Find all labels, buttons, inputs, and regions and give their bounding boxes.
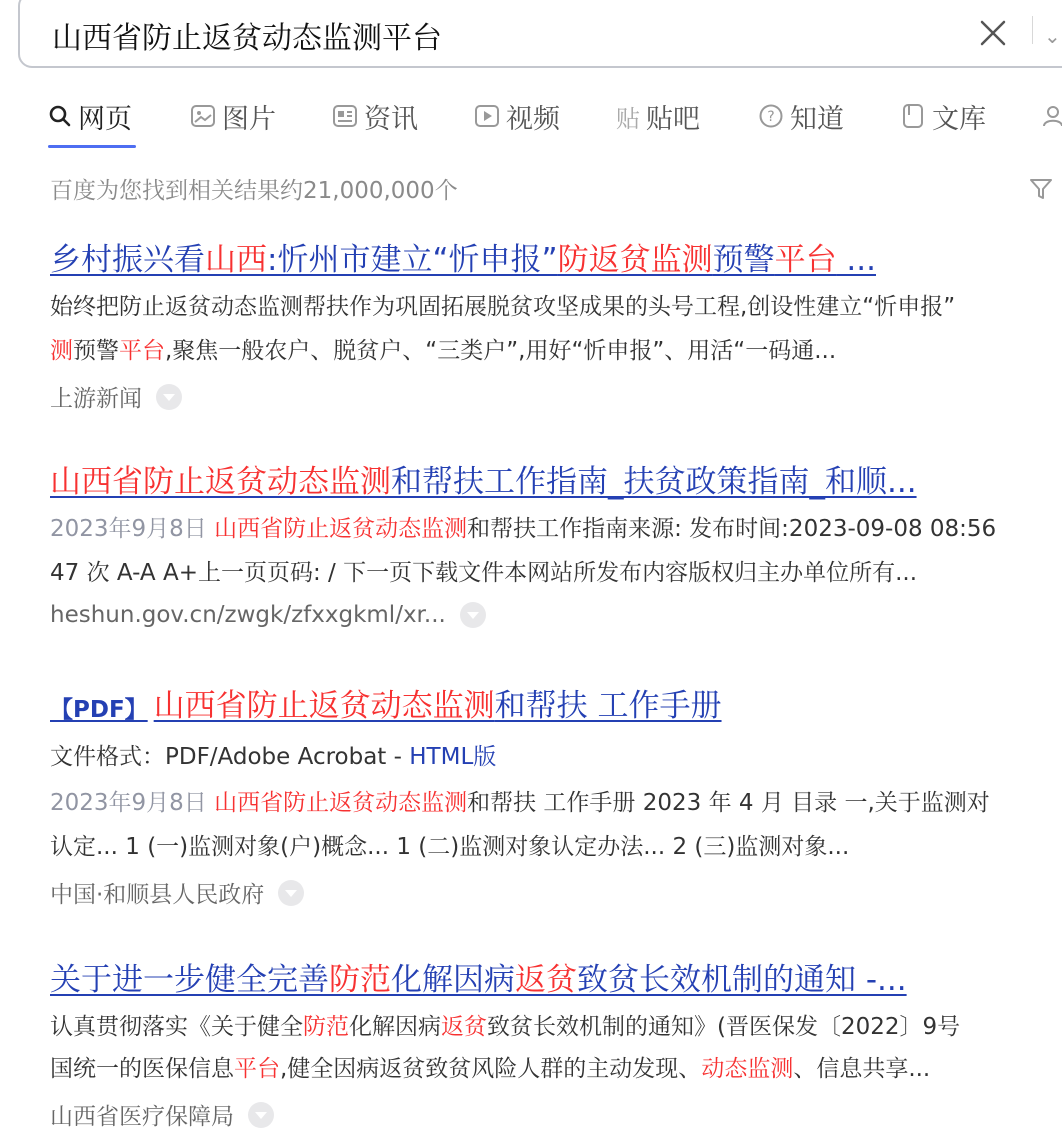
search-icon <box>48 104 72 128</box>
tab-label: 知道 <box>790 103 844 135</box>
result-date: 2023年9月8日 <box>50 516 207 542</box>
source-text: 上游新闻 <box>50 386 142 412</box>
tieba-icon: 贴 <box>616 104 640 133</box>
title-part: 致贫长效机制的通知 -... <box>577 962 907 998</box>
result-snippet <box>50 332 836 365</box>
snippet-highlight: 山西省防止返贫动态监测 <box>214 790 468 816</box>
result-snippet: 47 次 A-A A+上一页页码: / 下一页下载文件本网站所发布内容版权归主办单位所有... <box>50 560 918 586</box>
tab-images[interactable] <box>190 96 276 136</box>
document-icon <box>900 103 926 129</box>
title-highlight: 山西 <box>205 242 267 278</box>
result-title[interactable] <box>50 954 907 999</box>
title-highlight: 返贫 <box>515 962 577 998</box>
snippet-text: 致贫长效机制的通知》(晋医保发〔2022〕9号 <box>487 1014 961 1040</box>
file-format <box>50 738 496 771</box>
result-snippet <box>50 1050 930 1083</box>
tab-zhidao[interactable] <box>758 96 844 136</box>
pdf-badge: 【PDF】 <box>50 697 148 723</box>
tab-tieba[interactable] <box>616 96 700 136</box>
result-snippet: 始终把防止返贫动态监测帮扶作为巩固拓展脱贫攻坚成果的头号工程,创设性建立“忻申报” <box>50 294 956 320</box>
title-highlight: 山西省防止返贫动态监测 <box>153 688 495 724</box>
tab-more[interactable] <box>1040 96 1062 136</box>
news-icon <box>332 104 358 128</box>
chevron-down-icon[interactable] <box>156 384 182 410</box>
user-icon <box>1040 103 1062 129</box>
title-part: ... <box>836 242 876 278</box>
snippet-highlight: 返贫 <box>441 1014 487 1040</box>
source-url: heshun.gov.cn/zwgk/zfxxgkml/xr... <box>50 602 446 628</box>
result-title[interactable] <box>50 234 876 279</box>
title-part: 关于进一步健全完善 <box>50 962 329 998</box>
snippet-text: ,健全因病返贫致贫风险人群的主动发现、 <box>280 1056 702 1082</box>
result-source <box>50 602 486 628</box>
title-part: :忻州市建立“忻申报” <box>267 242 558 278</box>
snippet-text: 、信息共享... <box>793 1056 931 1082</box>
snippet-highlight: 防范 <box>303 1014 349 1040</box>
tab-label: 资讯 <box>364 103 418 135</box>
tab-label: 图片 <box>222 103 276 135</box>
filter-icon[interactable] <box>1028 176 1054 202</box>
title-part: 和帮扶工作指南_扶贫政策指南_和顺... <box>391 464 917 500</box>
result-source <box>50 876 304 909</box>
active-tab-indicator <box>48 145 136 148</box>
result-snippet <box>50 784 990 817</box>
tab-label: 文库 <box>932 103 986 135</box>
snippet-highlight: 平台 <box>234 1056 280 1082</box>
result-snippet: 认定... 1 (一)监测对象(户)概念... 1 (二)监测对象认定办法... 2 (三)监测对象... <box>50 834 850 860</box>
video-icon <box>474 104 500 128</box>
source-text: 山西省医疗保障局 <box>50 1104 234 1130</box>
tab-label: 视频 <box>506 103 560 135</box>
title-highlight: 平台 <box>774 242 837 278</box>
title-part: 乡村振兴看 <box>50 242 205 278</box>
search-box[interactable] <box>18 0 1062 68</box>
tab-label: 网页 <box>78 103 132 135</box>
chevron-down-icon[interactable] <box>460 602 486 628</box>
result-source <box>50 1098 274 1131</box>
snippet-highlight: 动态监测 <box>701 1056 794 1082</box>
snippet-highlight: 平台 <box>119 338 165 364</box>
snippet-highlight: 测 <box>50 338 73 364</box>
voice-icon[interactable]: ⌄ <box>1044 24 1061 48</box>
result-snippet <box>50 1008 960 1041</box>
title-highlight: 山西省防止返贫动态监测 <box>50 464 391 500</box>
title-part: 和帮扶 工作手册 <box>494 688 722 724</box>
chevron-down-icon[interactable] <box>278 880 304 906</box>
result-title[interactable] <box>50 680 722 725</box>
snippet-text: 国统一的医保信息 <box>50 1056 234 1082</box>
tab-label: 贴吧 <box>646 103 700 135</box>
snippet-text: ,聚焦一般农户、脱贫户、“三类户”,用好“忻申报”、用活“一码通... <box>165 338 837 364</box>
title-highlight: 防返贫监测 <box>557 242 713 278</box>
image-icon <box>190 104 216 128</box>
snippet-highlight: 山西省防止返贫动态监测 <box>214 516 468 542</box>
title-part: 预警 <box>712 242 775 278</box>
title-part: 化解因病 <box>391 962 515 998</box>
html-version-link[interactable]: HTML版 <box>409 744 497 770</box>
tab-web[interactable] <box>48 96 132 136</box>
search-input[interactable] <box>50 12 954 58</box>
snippet-text: 和帮扶工作指南来源: 发布时间:2023-09-08 08:56 <box>467 516 997 542</box>
snippet-text: 认真贯彻落实《关于健全 <box>50 1014 303 1040</box>
snippet-text: 预警 <box>73 338 119 364</box>
svg-text:?: ? <box>767 109 775 125</box>
snippet-text: 化解因病 <box>349 1014 441 1040</box>
snippet-text: 和帮扶 工作手册 2023 年 4 月 目录 一,关于监测对 <box>467 790 990 816</box>
result-snippet <box>50 510 996 543</box>
tab-wenku[interactable] <box>900 96 986 136</box>
chevron-down-icon[interactable] <box>248 1102 274 1128</box>
close-icon[interactable] <box>978 18 1008 48</box>
tab-video[interactable] <box>474 96 560 136</box>
result-source <box>50 380 182 413</box>
format-label: 文件格式：PDF/Adobe Acrobat - <box>50 744 410 770</box>
search-divider <box>1032 16 1033 44</box>
title-highlight: 防范 <box>329 962 391 998</box>
result-title[interactable] <box>50 456 917 501</box>
result-count: 百度为您找到相关结果约21,000,000个 <box>50 178 458 204</box>
result-date: 2023年9月8日 <box>50 790 207 816</box>
question-icon <box>758 103 784 129</box>
tab-news[interactable] <box>332 96 418 136</box>
source-text: 中国·和顺县人民政府 <box>50 882 265 908</box>
